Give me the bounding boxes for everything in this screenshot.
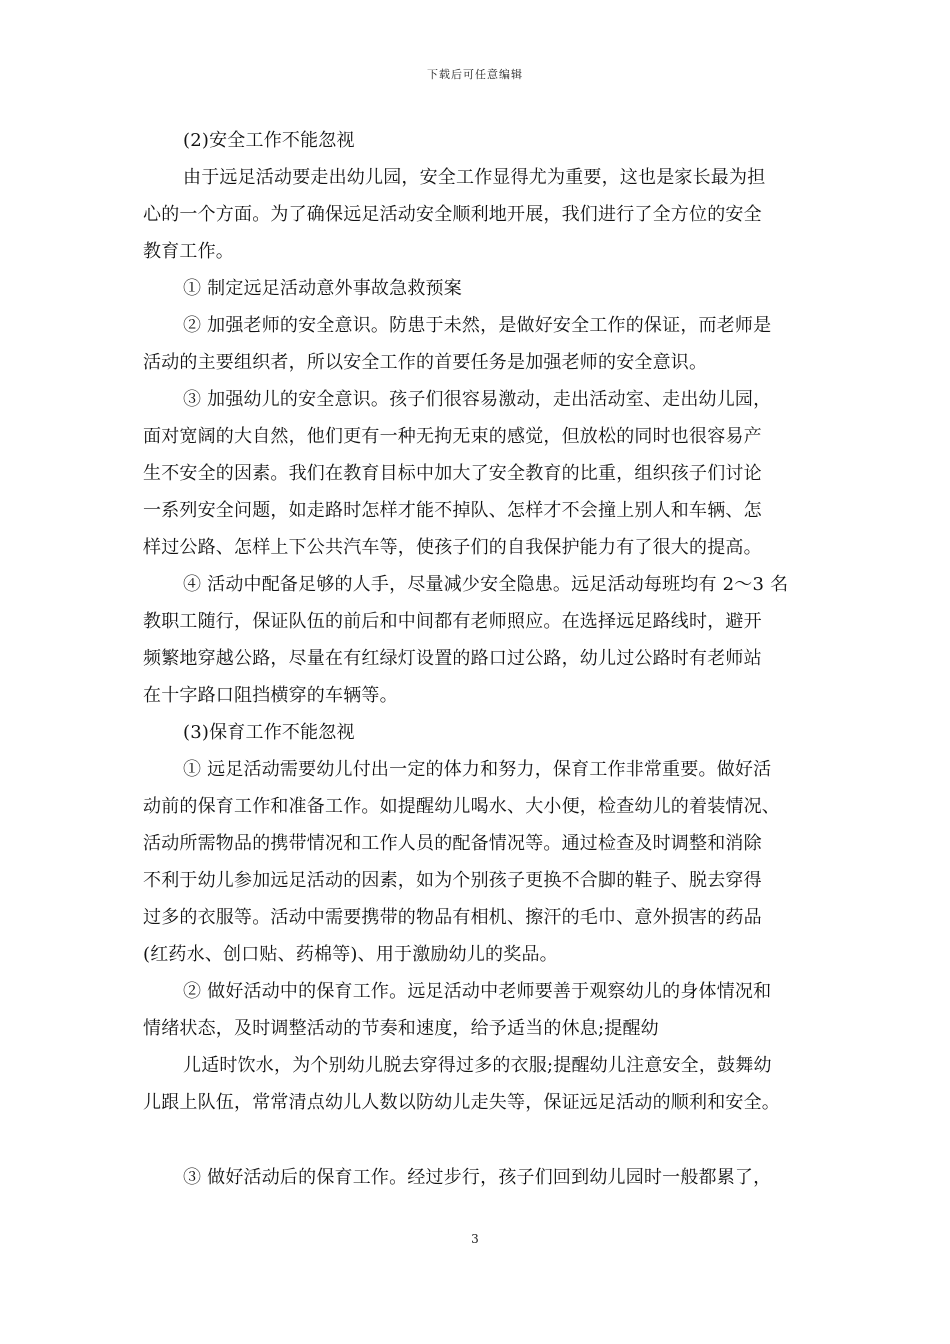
list-item: ① 远足活动需要幼儿付出一定的体力和努力，保育工作非常重要。做好活 bbox=[183, 759, 772, 780]
paragraph-line: 儿适时饮水，为个别幼儿脱去穿得过多的衣服;提醒幼儿注意安全，鼓舞幼 bbox=[183, 1055, 772, 1076]
paragraph-line: 心的一个方面。为了确保远足活动安全顺利地开展，我们进行了全方位的安全 bbox=[143, 204, 762, 225]
paragraph-line: 在十字路口阻挡横穿的车辆等。 bbox=[143, 685, 398, 706]
page-number: 3 bbox=[471, 1232, 479, 1246]
paragraph-line: 频繁地穿越公路，尽量在有红绿灯设置的路口过公路，幼儿过公路时有老师站 bbox=[143, 648, 762, 669]
paragraph-line: 活动的主要组织者，所以安全工作的首要任务是加强老师的安全意识。 bbox=[143, 352, 708, 373]
document-body bbox=[143, 122, 813, 1196]
paragraph-line: 动前的保育工作和准备工作。如提醒幼儿喝水、大小便，检查幼儿的着装情况、 bbox=[143, 796, 780, 817]
paragraph-line: 教育工作。 bbox=[143, 241, 234, 262]
paragraph-line: (红药水、创口贴、药棉等)、用于激励幼儿的奖品。 bbox=[143, 944, 558, 965]
paragraph-line: 过多的衣服等。活动中需要携带的物品有相机、擦汗的毛巾、意外损害的药品 bbox=[143, 907, 762, 928]
paragraph-line: 情绪状态，及时调整活动的节奏和速度，给予适当的休息;提醒幼 bbox=[143, 1018, 659, 1039]
paragraph-line: 生不安全的因素。我们在教育目标中加大了安全教育的比重，组织孩子们讨论 bbox=[143, 463, 762, 484]
page-header: 下载后可任意编辑 bbox=[427, 68, 523, 81]
paragraph-line: 样过公路、怎样上下公共汽车等，使孩子们的自我保护能力有了很大的提高。 bbox=[143, 537, 762, 558]
paragraph-line: 不利于幼儿参加远足活动的因素，如为个别孩子更换不合脚的鞋子、脱去穿得 bbox=[143, 870, 762, 891]
section-heading-care: (3)保育工作不能忽视 bbox=[183, 722, 355, 743]
list-item: ② 加强老师的安全意识。防患于未然，是做好安全工作的保证，而老师是 bbox=[183, 315, 772, 336]
list-item: ④ 活动中配备足够的人手，尽量减少安全隐患。远足活动每班均有 2～3 名 bbox=[183, 574, 789, 595]
paragraph-line: 一系列安全问题，如走路时怎样才能不掉队、怎样才不会撞上别人和车辆、怎 bbox=[143, 500, 762, 521]
paragraph-line: 由于远足活动要走出幼儿园，安全工作显得尤为重要，这也是家长最为担 bbox=[183, 167, 766, 188]
list-item: ② 做好活动中的保育工作。远足活动中老师要善于观察幼儿的身体情况和 bbox=[183, 981, 772, 1002]
blank-line bbox=[143, 1121, 813, 1159]
paragraph-line: 教职工随行，保证队伍的前后和中间都有老师照应。在选择远足路线时，避开 bbox=[143, 611, 762, 632]
list-item: ③ 加强幼儿的安全意识。孩子们很容易激动，走出活动室、走出幼儿园， bbox=[183, 389, 772, 410]
list-item: ③ 做好活动后的保育工作。经过步行，孩子们回到幼儿园时一般都累了， bbox=[183, 1167, 772, 1188]
list-item: ① 制定远足活动意外事故急救预案 bbox=[183, 278, 462, 299]
paragraph-line: 面对宽阔的大自然，他们更有一种无拘无束的感觉，但放松的同时也很容易产 bbox=[143, 426, 762, 447]
paragraph-line: 活动所需物品的携带情况和工作人员的配备情况等。通过检查及时调整和消除 bbox=[143, 833, 762, 854]
section-heading-safety: (2)安全工作不能忽视 bbox=[183, 130, 355, 151]
paragraph-line: 儿跟上队伍，常常清点幼儿人数以防幼儿走失等，保证远足活动的顺利和安全。 bbox=[143, 1092, 780, 1113]
